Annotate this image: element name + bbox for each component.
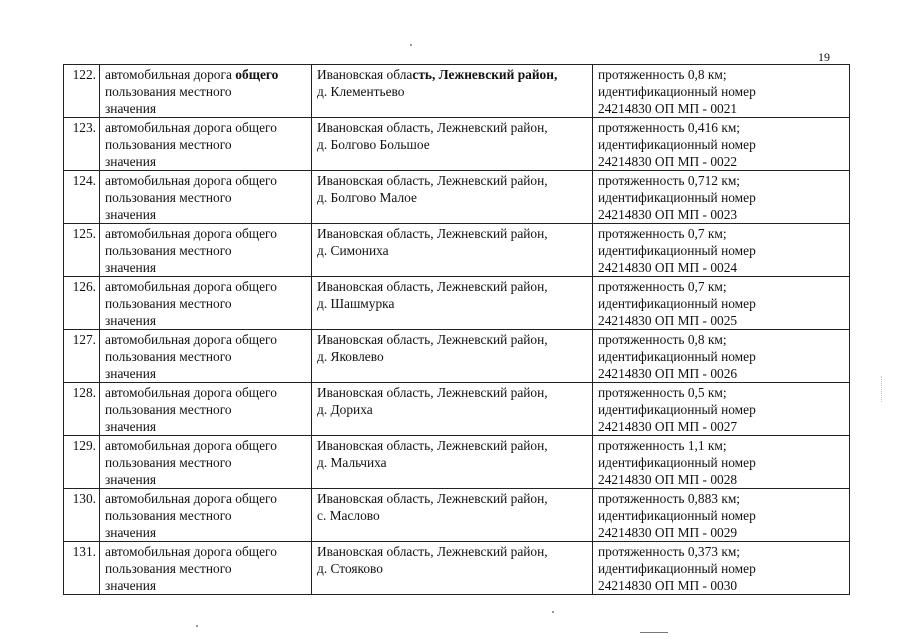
- address-line: д. Клементьево: [317, 84, 405, 99]
- length-line: протяженность 0,7 км;: [598, 226, 727, 241]
- road-name-text: автомобильная дорога: [105, 67, 236, 82]
- id-label-line: идентификационный номер: [598, 190, 756, 205]
- road-name-line: пользования местного: [105, 84, 232, 99]
- info-cell: [593, 489, 850, 542]
- road-name-line: автомобильная дорога общего: [105, 226, 277, 241]
- table-row: [64, 383, 850, 436]
- id-value-line: 24214830 ОП МП - 0022: [598, 154, 738, 169]
- address-cell: [312, 118, 593, 171]
- id-label-line: идентификационный номер: [598, 508, 756, 523]
- address-cell: [312, 65, 593, 118]
- row-number: 122.: [64, 65, 100, 118]
- road-registry-table: [63, 64, 850, 595]
- length-line: протяженность 1,1 км;: [598, 438, 727, 453]
- road-name-line: пользования местного: [105, 137, 232, 152]
- row-number: 127.: [64, 330, 100, 383]
- id-label-line: идентификационный номер: [598, 243, 756, 258]
- road-name-line: значения: [105, 419, 157, 434]
- road-name-line: автомобильная дорога общего: [105, 332, 277, 347]
- road-name-cell: [100, 542, 312, 595]
- road-name-line: значения: [105, 207, 157, 222]
- road-name-line: автомобильная дорога общего: [105, 438, 277, 453]
- address-line: [317, 66, 592, 83]
- row-number: 123.: [64, 118, 100, 171]
- length-line: протяженность 0,8 км;: [598, 67, 727, 82]
- id-value-line: 24214830 ОП МП - 0026: [598, 366, 738, 381]
- address-line: д. Болгово Большое: [317, 137, 430, 152]
- road-name-line: пользования местного: [105, 190, 232, 205]
- address-bold-text: сть, Лежневский район,: [412, 67, 558, 82]
- table-row: [64, 224, 850, 277]
- address-line: д. Болгово Малое: [317, 190, 417, 205]
- road-name-line: значения: [105, 313, 157, 328]
- address-cell: [312, 436, 593, 489]
- table-row: [64, 436, 850, 489]
- table-row: [64, 118, 850, 171]
- id-value-line: 24214830 ОП МП - 0025: [598, 313, 738, 328]
- id-value-line: 24214830 ОП МП - 0028: [598, 472, 738, 487]
- length-line: протяженность 0,712 км;: [598, 173, 741, 188]
- address-cell: [312, 383, 593, 436]
- row-number: 125.: [64, 224, 100, 277]
- address-line: Ивановская область, Лежневский район,: [317, 438, 548, 453]
- address-line: Ивановская область, Лежневский район,: [317, 120, 548, 135]
- road-name-line: пользования местного: [105, 402, 232, 417]
- road-name-line: автомобильная дорога общего: [105, 544, 277, 559]
- address-cell: [312, 330, 593, 383]
- road-name-line: автомобильная дорога общего: [105, 491, 277, 506]
- road-name-cell: [100, 436, 312, 489]
- address-line: д. Симониха: [317, 243, 389, 258]
- address-line: Ивановская область, Лежневский район,: [317, 173, 548, 188]
- scan-speck: [196, 625, 198, 627]
- info-cell: [593, 383, 850, 436]
- road-name-cell: [100, 224, 312, 277]
- id-label-line: идентификационный номер: [598, 561, 756, 576]
- id-label-line: идентификационный номер: [598, 84, 756, 99]
- address-cell: [312, 277, 593, 330]
- road-name-line: значения: [105, 101, 157, 116]
- road-name-line: значения: [105, 154, 157, 169]
- info-cell: [593, 65, 850, 118]
- row-number: 124.: [64, 171, 100, 224]
- scan-speck: [410, 44, 412, 46]
- table-row: [64, 171, 850, 224]
- id-value-line: 24214830 ОП МП - 0024: [598, 260, 738, 275]
- road-name-cell: [100, 118, 312, 171]
- length-line: протяженность 0,8 км;: [598, 332, 727, 347]
- id-value-line: 24214830 ОП МП - 0029: [598, 525, 738, 540]
- id-label-line: идентификационный номер: [598, 349, 756, 364]
- address-line: д. Дориха: [317, 402, 373, 417]
- address-line: д. Шашмурка: [317, 296, 395, 311]
- road-name-cell: [100, 65, 312, 118]
- table-row: [64, 65, 850, 118]
- page-number: 19: [818, 50, 830, 64]
- row-number: 129.: [64, 436, 100, 489]
- road-name-cell: [100, 383, 312, 436]
- info-cell: [593, 436, 850, 489]
- road-name-line: автомобильная дорога общего: [105, 173, 277, 188]
- id-value-line: 24214830 ОП МП - 0030: [598, 578, 738, 593]
- table-row: [64, 489, 850, 542]
- road-name-line: пользования местного: [105, 349, 232, 364]
- road-name-line: автомобильная дорога общего: [105, 279, 277, 294]
- road-name-line: автомобильная дорога общего: [105, 385, 277, 400]
- id-label-line: идентификационный номер: [598, 455, 756, 470]
- length-line: протяженность 0,373 км;: [598, 544, 741, 559]
- info-cell: [593, 542, 850, 595]
- address-line: Ивановская область, Лежневский район,: [317, 332, 548, 347]
- address-line: д. Яковлево: [317, 349, 384, 364]
- address-line: Ивановская область, Лежневский район,: [317, 226, 548, 241]
- road-name-line: значения: [105, 366, 157, 381]
- id-value-line: 24214830 ОП МП - 0023: [598, 207, 738, 222]
- road-name-line: пользования местного: [105, 561, 232, 576]
- address-cell: [312, 542, 593, 595]
- road-name-bold-text: общего: [235, 67, 279, 82]
- road-name-cell: [100, 330, 312, 383]
- road-name-line: пользования местного: [105, 455, 232, 470]
- road-name-cell: [100, 489, 312, 542]
- road-name-line: значения: [105, 525, 157, 540]
- road-name-cell: [100, 171, 312, 224]
- id-label-line: идентификационный номер: [598, 402, 756, 417]
- id-value-line: 24214830 ОП МП - 0027: [598, 419, 738, 434]
- id-value-line: 24214830 ОП МП - 0021: [598, 101, 738, 116]
- row-number: 128.: [64, 383, 100, 436]
- road-name-line: пользования местного: [105, 243, 232, 258]
- scan-speck: [552, 611, 554, 613]
- address-cell: [312, 489, 593, 542]
- road-name-line: пользования местного: [105, 296, 232, 311]
- address-line: д. Мальчиха: [317, 455, 387, 470]
- address-cell: [312, 224, 593, 277]
- info-cell: [593, 277, 850, 330]
- address-line: Ивановская область, Лежневский район,: [317, 491, 548, 506]
- address-line: Ивановская область, Лежневский район,: [317, 279, 548, 294]
- row-number: 130.: [64, 489, 100, 542]
- address-line: с. Маслово: [317, 508, 380, 523]
- road-name-line: значения: [105, 472, 157, 487]
- table-row: [64, 277, 850, 330]
- length-line: протяженность 0,883 км;: [598, 491, 741, 506]
- id-label-line: идентификационный номер: [598, 296, 756, 311]
- address-line: Ивановская область, Лежневский район,: [317, 385, 548, 400]
- length-line: протяженность 0,7 км;: [598, 279, 727, 294]
- row-number: 131.: [64, 542, 100, 595]
- road-name-line: значения: [105, 260, 157, 275]
- length-line: протяженность 0,5 км;: [598, 385, 727, 400]
- road-name-cell: [100, 277, 312, 330]
- road-name-line: пользования местного: [105, 508, 232, 523]
- address-line: Ивановская область, Лежневский район,: [317, 544, 548, 559]
- address-text: Ивановская обла: [317, 67, 413, 82]
- info-cell: [593, 224, 850, 277]
- road-name-line: [105, 66, 311, 83]
- id-label-line: идентификационный номер: [598, 137, 756, 152]
- row-number: 126.: [64, 277, 100, 330]
- info-cell: [593, 118, 850, 171]
- scan-edge-mark: [881, 376, 888, 402]
- road-name-line: автомобильная дорога общего: [105, 120, 277, 135]
- info-cell: [593, 330, 850, 383]
- length-line: протяженность 0,416 км;: [598, 120, 741, 135]
- address-line: д. Стояково: [317, 561, 383, 576]
- address-cell: [312, 171, 593, 224]
- info-cell: [593, 171, 850, 224]
- road-name-line: значения: [105, 578, 157, 593]
- table-row: [64, 330, 850, 383]
- table-row: [64, 542, 850, 595]
- scan-speck: [640, 632, 668, 633]
